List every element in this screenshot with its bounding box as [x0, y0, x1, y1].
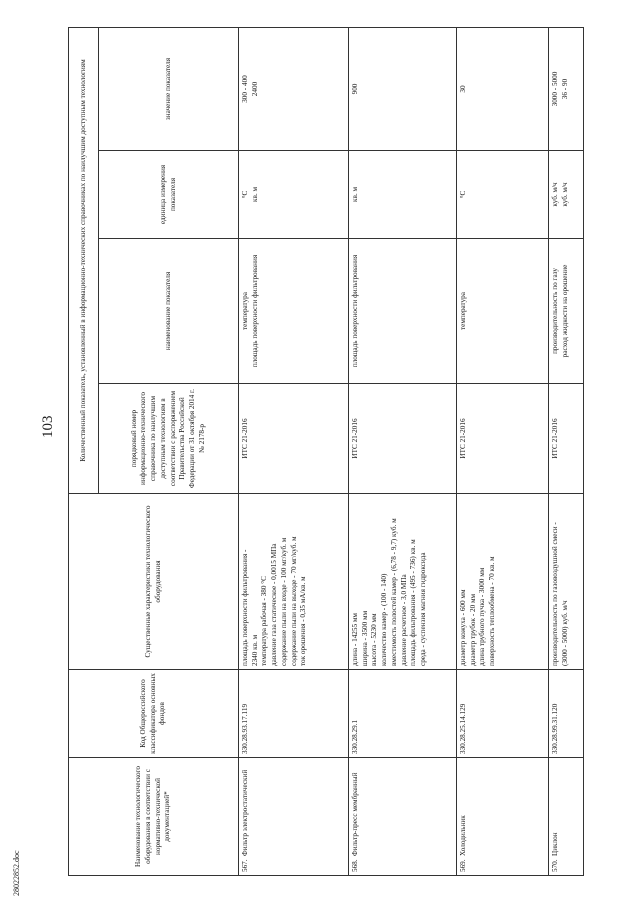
characteristic-line: длина трубного пучка - 3000 мм: [478, 567, 487, 666]
its-cell: ИТС 21-2016: [457, 384, 549, 494]
characteristic-line: производительность по газовоздушной смеси -: [551, 522, 559, 666]
header-characteristics: Существенные характеристики технологического оборудования: [69, 494, 239, 670]
value-line: 3000 - 5000: [551, 71, 559, 107]
okof-cell: 330.28.29.1: [349, 670, 457, 758]
table-row: [457, 28, 549, 876]
value-line: 36 - 90: [560, 78, 569, 100]
header-group: Количественный показатель, установленный в информационно-технических справочниках по наилучшим доступным технологиям: [69, 28, 99, 494]
unit-line: кв. м: [250, 186, 259, 203]
characteristic-line: содержание пыли на входе - 100 мг/куб. м: [279, 537, 288, 666]
characteristic-line: вместимость полостей камер - (6,78 - 9,7) куб. м: [389, 518, 398, 666]
characteristics-cell: [549, 494, 584, 670]
unit-cell: [349, 151, 457, 239]
equipment-name: Холодильник: [459, 815, 467, 856]
header-name: Наименование технологического оборудования в соответствии с нормативно-технической документацией*: [69, 758, 239, 876]
value-cell: [549, 28, 584, 151]
characteristics-cell: [239, 494, 349, 670]
table-row: [239, 28, 349, 876]
equipment-name: Фильтр-пресс мембранный: [351, 772, 359, 856]
unit-line: куб. м/ч: [551, 182, 559, 207]
characteristic-line: (3000 - 5000) куб. м/ч: [560, 600, 569, 666]
indicator-cell: [239, 239, 349, 384]
characteristic-line: длина - 14255 мм: [351, 613, 359, 666]
okof-cell: 330.28.93.17.119: [239, 670, 349, 758]
indicator-line: температура: [241, 292, 249, 330]
value-line: 900: [351, 83, 359, 95]
okof-cell: 330.28.25.14.129: [457, 670, 549, 758]
equipment-name: Циклон: [551, 832, 559, 856]
indicator-line: температура: [459, 292, 467, 330]
row-number: 568.: [351, 859, 359, 872]
header-indicator-name: наименование показателя: [99, 239, 239, 384]
characteristics-cell: [349, 494, 457, 670]
characteristic-line: диаметр трубок - 20 мм: [468, 593, 477, 666]
characteristic-line: площадь поверхности фильтрования -: [241, 549, 249, 666]
characteristic-line: температура рабочая - 380 °С: [260, 576, 269, 666]
characteristic-line: содержание пыли на выходе - 70 мг/куб. м: [289, 536, 298, 666]
value-cell: [239, 28, 349, 151]
characteristic-line: давление газа статическое - 0,0015 МПа: [270, 543, 279, 666]
characteristic-line: поверхность теплообмена - 70 кв. м: [488, 556, 497, 666]
unit-line: °С: [241, 190, 249, 199]
value-line: 30: [459, 85, 467, 93]
row-name-cell: [239, 758, 349, 876]
page-number: 103: [40, 415, 56, 438]
characteristic-line: высота - 5230 мм: [370, 613, 379, 666]
characteristic-line: диаметр кожуха - 600 мм: [459, 589, 467, 666]
value-cell: [457, 28, 549, 151]
its-cell: ИТС 21-2016: [349, 384, 457, 494]
rotated-table-container: [68, 28, 583, 876]
footer-filename: 28022852.doc: [12, 850, 21, 896]
its-cell: ИТС 21-2016: [549, 384, 584, 494]
indicator-cell: [549, 239, 584, 384]
row-name-cell: [549, 758, 584, 876]
unit-line: куб. м/ч: [560, 182, 569, 207]
table-row: [549, 28, 584, 876]
header-its-number: порядковый номер информационно-технического справочника по наилучшим доступным технологиям в соответствии с распоряжением Правительства Российской Федерации от 31 октября 2014 г. № 2178-р: [99, 384, 239, 494]
header-value: значение показателя: [99, 28, 239, 151]
characteristic-line: 2340 кв. м: [250, 634, 259, 666]
indicator-line: производительность по газу: [551, 268, 559, 354]
unit-line: кв. м: [351, 186, 359, 203]
indicator-line: площадь поверхности фильтрования: [351, 254, 359, 368]
characteristic-line: среда - суспензия магния гидроксида: [419, 552, 428, 666]
value-cell: [349, 28, 457, 151]
characteristics-cell: [457, 494, 549, 670]
row-number: 569.: [459, 859, 467, 872]
characteristic-line: ток орошения - 0,35 мА/кв. м: [299, 576, 308, 666]
indicator-cell: [349, 239, 457, 384]
characteristic-line: количество камер - (100 - 140): [380, 573, 389, 666]
equipment-name: Фильтр электростатический: [241, 769, 249, 856]
characteristic-line: ширина - 3500 мм: [360, 610, 369, 666]
header-okof: Код Общероссийского классификатора основных фондов: [69, 670, 239, 758]
indicator-line: площадь поверхности фильтрования: [250, 254, 259, 368]
table-row: [349, 28, 457, 876]
unit-line: °С: [459, 190, 467, 199]
indicator-cell: [457, 239, 549, 384]
value-line: 2400: [250, 81, 259, 97]
characteristic-line: давление расчетное - 3,0 МПа: [399, 574, 408, 666]
its-cell: ИТС 21-2016: [239, 384, 349, 494]
row-number: 570.: [551, 859, 559, 872]
row-name-cell: [457, 758, 549, 876]
unit-cell: [457, 151, 549, 239]
unit-cell: [549, 151, 584, 239]
okof-cell: 330.28.99.31.120: [549, 670, 584, 758]
characteristic-line: площадь фильтрования - (495 - 736) кв. м: [409, 539, 418, 666]
header-unit: единица измерения показателя: [99, 151, 239, 239]
row-name-cell: [349, 758, 457, 876]
indicator-line: расход жидкости на орошение: [560, 264, 569, 358]
value-line: 300 - 400: [241, 75, 249, 103]
unit-cell: [239, 151, 349, 239]
equipment-table: [68, 27, 584, 876]
row-number: 567.: [241, 859, 249, 872]
